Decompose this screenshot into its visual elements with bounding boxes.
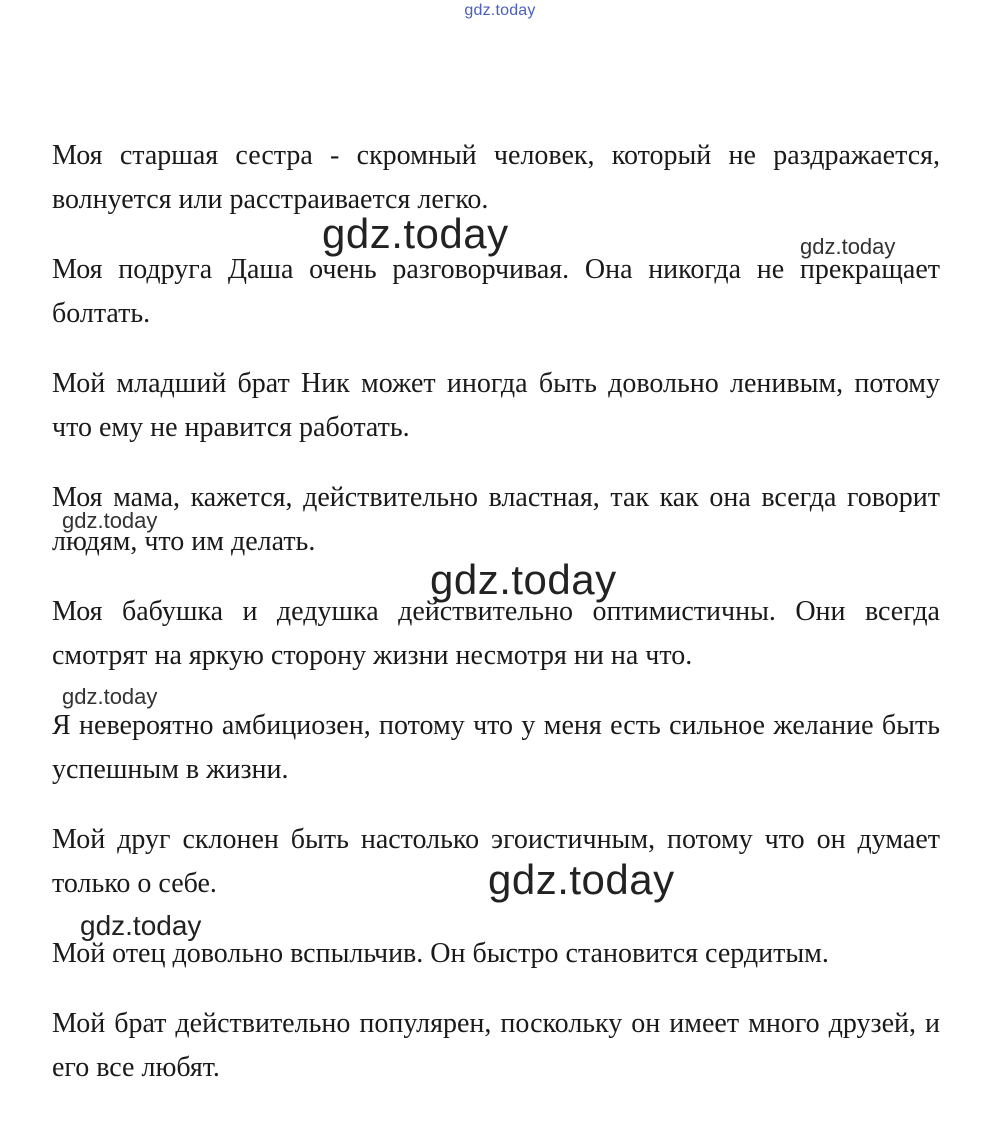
- paragraph-brother-nick: Мой младший брат Ник может иногда быть довольно ленивым, потому что ему не нравится работать.: [52, 368, 940, 443]
- paragraph-grandparents: Моя бабушка и дедушка действительно оптимистичны. Они всегда смотрят на яркую сторону жизни несмотря ни на что.: [52, 596, 940, 671]
- watermark-text: gdz.today: [322, 210, 509, 257]
- watermark-text: gdz.today: [800, 234, 896, 259]
- paragraph-father: Мой отец довольно вспыльчив. Он быстро становится сердитым.: [52, 938, 829, 969]
- paragraph-friend-selfish: Мой друг склонен быть настолько эгоистичным, потому что он думает только о себе.: [52, 824, 940, 899]
- site-watermark-header[interactable]: gdz.today: [464, 2, 536, 19]
- watermark-text: gdz.today: [488, 856, 675, 903]
- watermark-text: gdz.today: [430, 556, 617, 603]
- paragraph-self-ambitious: Я невероятно амбициозен, потому что у меня есть сильное желание быть успешным в жизни.: [52, 710, 940, 785]
- paragraph-friend-dasha: Моя подруга Даша очень разговорчивая. Она никогда не прекращает болтать.: [52, 254, 940, 329]
- document-body: [52, 134, 940, 1090]
- paragraph-mother: Моя мама, кажется, действительно властная, так как она всегда говорит людям, что им делать.: [52, 482, 940, 557]
- watermark-text: gdz.today: [62, 684, 158, 709]
- watermark-text: gdz.today: [62, 508, 158, 533]
- watermark-text: gdz.today: [80, 910, 202, 941]
- paragraph-sister: Моя старшая сестра - скромный человек, который не раздражается, волнуется или расстраивается легко.: [52, 140, 940, 215]
- paragraph-brother-popular: Мой брат действительно популярен, поскольку он имеет много друзей, и его все любят.: [52, 1008, 940, 1083]
